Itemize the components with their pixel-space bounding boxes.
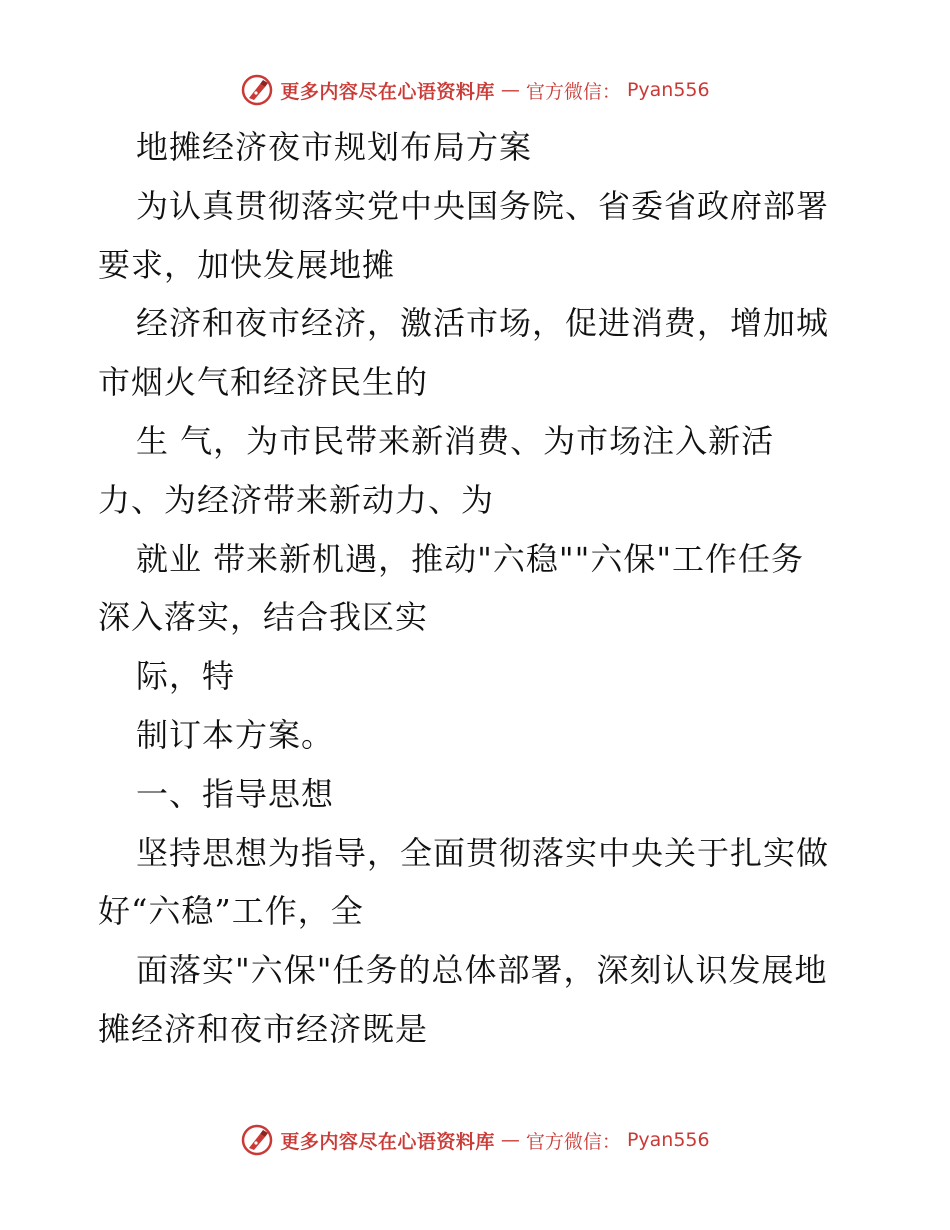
document-body [98, 118, 858, 1059]
document-title: 地摊经济夜市规划布局方案 [136, 128, 533, 166]
text-line: 面落实"六保"任务的总体部署，深刻认识发展地 [136, 951, 828, 990]
text-line: 摊经济和夜市经济既是 [98, 1009, 429, 1048]
text-line: 一、指导思想 [136, 774, 335, 813]
banner-wechat-id: Pyan556 [626, 79, 710, 101]
text-line: 深入落实，结合我区实 [98, 598, 429, 637]
banner-separator: — [500, 1129, 520, 1151]
text-line: 就业 带来新机遇，推动"六稳""六保"工作任务 [136, 539, 805, 578]
text-line: 市烟火气和经济民生的 [98, 363, 429, 402]
text-line: 际，特 [136, 657, 236, 696]
fountain-pen-logo-icon [240, 1123, 274, 1157]
text-line: 力、为经济带来新动力、为 [98, 480, 495, 519]
banner-wechat-id: Pyan556 [626, 1129, 710, 1151]
banner-wechat-label: 官方微信： [525, 80, 621, 103]
text-line: 要求，加快发展地摊 [98, 245, 396, 284]
banner-wechat-label: 官方微信： [525, 1130, 621, 1153]
text-line: 经济和夜市经济，激活市场，促进消费，增加城 [136, 304, 830, 343]
banner-brand-text: 更多内容尽在心语资料库 [280, 1130, 495, 1153]
text-line: 为认真贯彻落实党中央国务院、省委省政府部署 [136, 186, 830, 225]
text-line: 制订本方案。 [136, 715, 335, 754]
text-line: 好“六稳”工作，全 [98, 892, 364, 931]
text-line: 生 气，为市民带来新消费、为市场注入新活 [136, 421, 775, 460]
banner-brand-text: 更多内容尽在心语资料库 [280, 80, 495, 103]
header-banner [0, 70, 950, 110]
banner-separator: — [500, 79, 520, 101]
footer-banner [0, 1120, 950, 1160]
text-line: 坚持思想为指导，全面贯彻落实中央关于扎实做 [136, 833, 830, 872]
fountain-pen-logo-icon [240, 73, 274, 107]
